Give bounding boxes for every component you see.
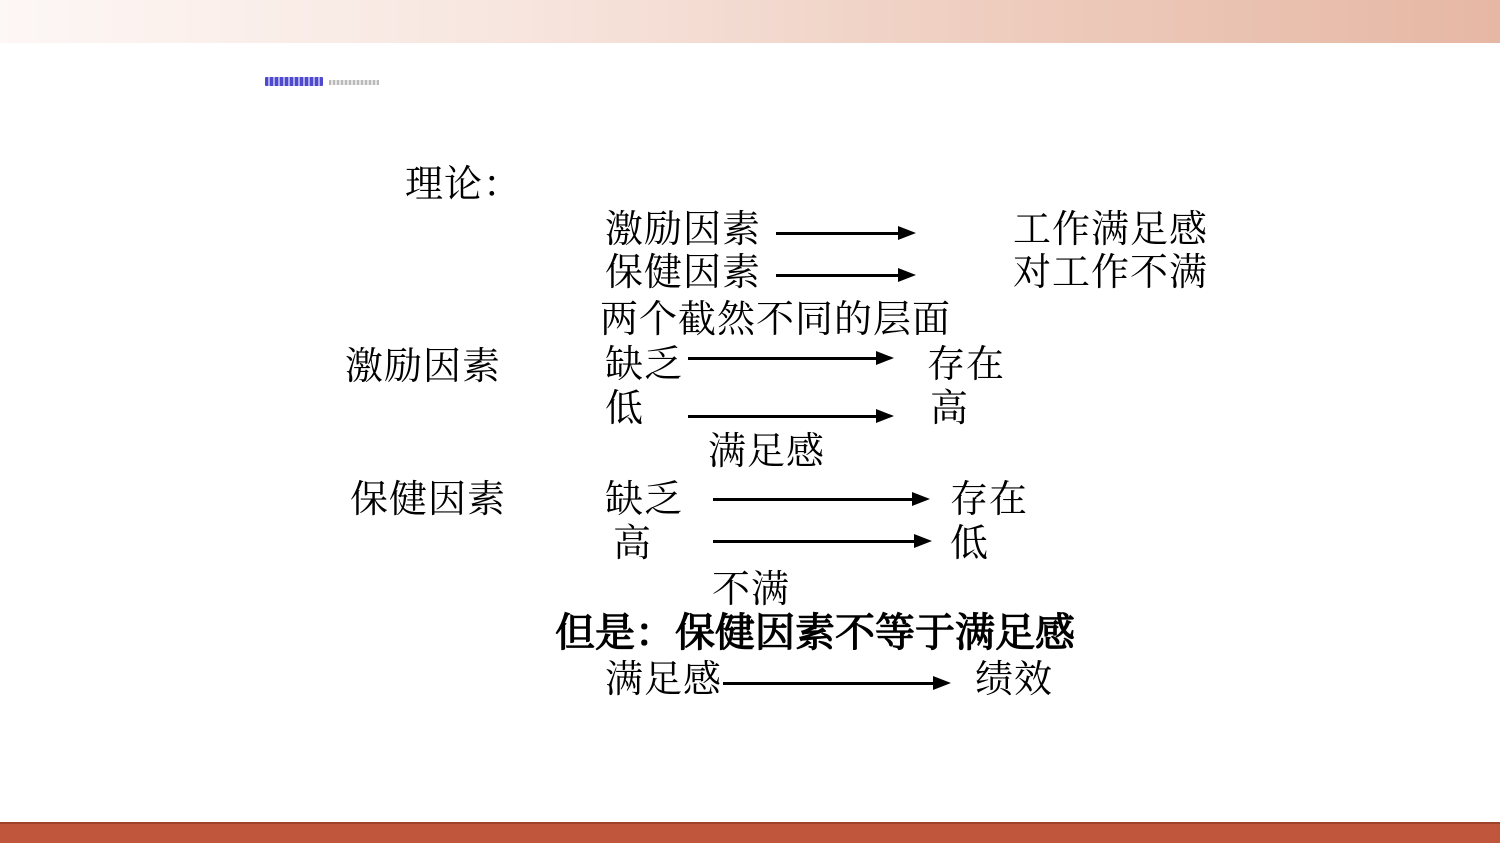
motivation-row1-from: 缺乏 (605, 344, 684, 386)
arrow-right-icon (713, 540, 914, 543)
motivation-caption: 满足感 (708, 431, 826, 473)
header-gradient-bar (0, 0, 1500, 43)
arrow-right-icon (713, 498, 912, 501)
hygiene-row2-to: 低 (950, 523, 990, 565)
footer-bar (0, 822, 1500, 843)
conclusion-statement: 但是：保健因素不等于满足感 (555, 610, 1075, 655)
motivation-block-label: 激励因素 (345, 346, 502, 388)
intro-row1-result: 工作满足感 (1013, 209, 1209, 251)
intro-row2-result: 对工作不满 (1013, 252, 1209, 294)
arrow-right-icon (776, 274, 898, 277)
arrow-right-icon (776, 232, 898, 235)
hygiene-row1-to: 存在 (950, 479, 1029, 521)
motivation-row2-to: 高 (930, 388, 970, 430)
final-row-to: 绩效 (975, 659, 1054, 701)
arrow-right-icon (688, 415, 876, 418)
final-row-from: 满足感 (605, 659, 723, 701)
arrow-right-icon (688, 357, 876, 360)
diagram-title: 理论： (405, 164, 523, 206)
hygiene-row1-from: 缺乏 (605, 479, 684, 521)
arrow-right-icon (723, 682, 933, 685)
dimension-note: 两个截然不同的层面 (600, 299, 952, 341)
motivation-row2-from: 低 (605, 388, 645, 430)
watermark-logo (265, 77, 323, 86)
hygiene-caption: 不满 (712, 569, 791, 611)
intro-row2-source: 保健因素 (605, 252, 762, 294)
motivation-row1-to: 存在 (927, 344, 1006, 386)
intro-row1-source: 激励因素 (605, 209, 762, 251)
hygiene-row2-from: 高 (613, 523, 653, 565)
watermark-tagline (329, 80, 379, 85)
hygiene-block-label: 保健因素 (350, 479, 507, 521)
